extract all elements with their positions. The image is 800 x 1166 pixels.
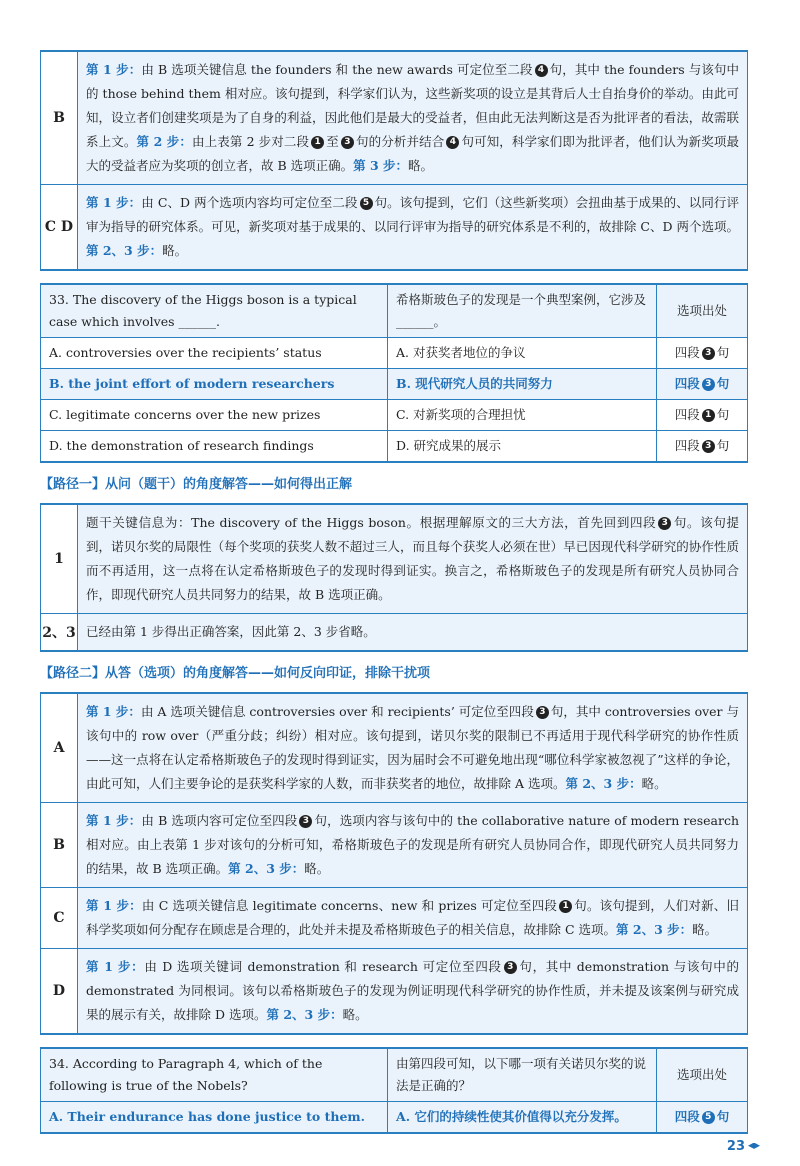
question-en: 34. According to Paragraph 4, which of the following is true of the Nobels? [41, 1048, 388, 1102]
step-label: 第 2、3 步： [565, 776, 642, 791]
circled-number: 3 [299, 815, 312, 828]
row-label: 1 [41, 505, 78, 613]
circled-number: 4 [535, 64, 548, 77]
step-label: 第 2、3 步： [228, 861, 305, 876]
circled-number: 3 [702, 378, 715, 391]
row-text [78, 505, 747, 613]
option-source [657, 400, 748, 431]
analysis-text: 略。 [692, 922, 718, 937]
circled-number: 3 [658, 517, 671, 530]
option-row [41, 431, 748, 463]
step-label: 第 2、3 步： [266, 1007, 343, 1022]
option-row [41, 1102, 748, 1134]
row-text [78, 803, 747, 887]
circled-number: 5 [702, 1111, 715, 1124]
row-label: A [41, 694, 78, 802]
source-paragraph: 四段 [674, 1109, 700, 1124]
row-text [78, 52, 747, 184]
sentence-suffix: 句 [716, 376, 730, 391]
circled-number: 3 [504, 961, 517, 974]
row-text [78, 185, 747, 269]
option-row [41, 400, 748, 431]
circled-number: 1 [311, 136, 324, 149]
step-label: 第 2 步： [136, 134, 192, 149]
circled-number: 4 [446, 136, 459, 149]
question-33-table [40, 283, 748, 463]
step-label: 第 1 步： [86, 959, 145, 974]
analysis-row [41, 948, 747, 1033]
option-en: B. the joint effort of modern researchers [41, 369, 388, 400]
analysis-text: 由 C 选项关键信息 legitimate concerns、new 和 prizes 可定位至四段 [141, 898, 558, 913]
graduation-cap-icon [748, 1143, 760, 1151]
analysis-text: 由 B 选项关键信息 the founders 和 the new awards 可定位至二段 [141, 62, 533, 77]
row-text [78, 614, 747, 650]
analysis-text: 略。 [342, 1007, 368, 1022]
question-34-table [40, 1047, 748, 1134]
option-source [657, 431, 748, 463]
analysis-row [41, 505, 747, 613]
step-label: 第 2、3 步： [86, 243, 163, 258]
circled-number: 3 [341, 136, 354, 149]
page-number: 23 [727, 1139, 760, 1154]
source-paragraph: 四段 [674, 438, 700, 453]
analysis-text: 句可知，科学家们即为批评者，他们认为新奖项最大的受益者应为奖项的创立者，故 B 选项正确。 [86, 134, 739, 173]
step-label: 第 1 步： [86, 704, 141, 719]
option-source [657, 338, 748, 369]
circled-number: 1 [559, 900, 572, 913]
sentence-suffix: 句 [716, 1109, 730, 1124]
row-label: C D [41, 185, 78, 269]
analysis-text: 句。该句提到，诺贝尔奖的局限性（每个奖项的获奖人数不超过三人，而且每个获奖人必须在世）早已因现代科学研究的协作性质而不再适用，这一点将在认定希格斯玻色子的发现时得到证实。换言之，希格斯玻色子的发现是所有研究人员协同合作，即现代研究人员共同努力的结果，故 B 选项正确。 [86, 515, 739, 602]
row-label: C [41, 888, 78, 948]
option-en: C. legitimate concerns over the new prizes [41, 400, 388, 431]
row-text [78, 694, 747, 802]
source-paragraph: 四段 [674, 407, 700, 422]
source-header: 选项出处 [657, 1048, 748, 1102]
option-en: A. Their endurance has done justice to them. [41, 1102, 388, 1134]
step-label: 第 1 步： [86, 62, 142, 77]
sentence-suffix: 句 [716, 438, 730, 453]
analysis-text: 由 D 选项关键词 demonstration 和 research 可定位至四段 [144, 959, 502, 974]
option-zh: A. 它们的持续性使其价值得以充分发挥。 [388, 1102, 657, 1134]
analysis-row [41, 184, 747, 269]
analysis-row [41, 802, 747, 887]
analysis-text: 由 B 选项内容可定位至四段 [141, 813, 298, 828]
source-paragraph: 四段 [674, 345, 700, 360]
circled-number: 3 [702, 347, 715, 360]
table-header-row [41, 1048, 748, 1102]
row-label: D [41, 949, 78, 1033]
path-two-title: 【路径二】从答（选项）的角度解答——如何反向印证，排除干扰项 [40, 666, 431, 681]
option-zh: A. 对获奖者地位的争议 [388, 338, 657, 369]
option-en: D. the demonstration of research findings [41, 431, 388, 463]
source-paragraph: 四段 [674, 376, 700, 391]
question-zh: 希格斯玻色子的发现是一个典型案例，它涉及______。 [388, 284, 657, 338]
analysis-text: 题干关键信息为：The discovery of the Higgs boson。根据理解原文的三大方法，首先回到四段 [86, 515, 657, 530]
question-zh: 由第四段可知，以下哪一项有关诺贝尔奖的说法是正确的？ [388, 1048, 657, 1102]
sentence-suffix: 句 [716, 407, 730, 422]
circled-number: 3 [702, 440, 715, 453]
row-text [78, 949, 747, 1033]
analysis-row [41, 52, 747, 184]
step-label: 第 1 步： [86, 813, 142, 828]
analysis-text: 句，其中 demonstration 与该句中的 demonstrated 为同根词。该句以希格斯玻色子的发现为例证明现代科学研究的协作性质，并未提及该案例与研究成果的展示有关，故排除 D 选项。 [86, 959, 739, 1022]
circled-number: 1 [702, 409, 715, 422]
path-one-box [40, 503, 748, 652]
analysis-text: 句。该句提到，人们对新、旧科学奖项如何分配存在顾虑是合理的，此处并未提及希格斯玻色子的相关信息，故排除 C 选项。 [86, 898, 739, 937]
analysis-text: 句，选项内容与该句中的 the collaborative nature of modern research 相对应。由上表第 1 步对该句的分析可知，希格斯玻色子的发现是所有研究人员协同合作，即现代研究人员共同努力的结果，故 B 选项正确。 [86, 813, 740, 876]
option-zh: B. 现代研究人员的共同努力 [388, 369, 657, 400]
sentence-suffix: 句 [716, 345, 730, 360]
path-two-box [40, 692, 748, 1035]
analysis-text: 句。该句提到，它们（这些新奖项）会扭曲基于成果的、以同行评审为指导的研究体系。可见，新奖项对基于成果的、以同行评审为指导的研究体系是不利的，故排除 C、D 两个选项。 [86, 195, 739, 234]
analysis-text: 句，其中 controversies over 与该句中的 row over（严重分歧；纠纷）相对应。该句提到，诺贝尔奖的限制已不再适用于现代科学研究的协作性质——这一点将在认定希格斯玻色子的发现时得到证实，因为届时会不可避免地出现“哪位科学家被忽视了”这样的争论，由此可知，人们主要争论的是获奖科学家的人数，而非获奖者的地位，故排除 A 选项。 [86, 704, 740, 791]
step-label: 第 1 步： [86, 195, 142, 210]
analysis-text: 至 [326, 134, 339, 149]
table-header-row [41, 284, 748, 338]
row-label: B [41, 803, 78, 887]
analysis-text: 由上表第 2 步对二段 [192, 134, 310, 149]
analysis-text: 句的分析并结合 [355, 134, 445, 149]
analysis-text: 略。 [641, 776, 667, 791]
option-analysis-box-q32 [40, 50, 748, 271]
option-source [657, 369, 748, 400]
analysis-row [41, 613, 747, 650]
step-label: 第 2、3 步： [616, 922, 693, 937]
path-one-title: 【路径一】从问（题干）的角度解答——如何得出正解 [40, 477, 353, 492]
analysis-row [41, 694, 747, 802]
option-source [657, 1102, 748, 1134]
page [40, 50, 748, 1146]
row-label: 2、3 [41, 614, 78, 650]
option-zh: D. 研究成果的展示 [388, 431, 657, 463]
option-zh: C. 对新奖项的合理担忧 [388, 400, 657, 431]
analysis-text: 略。 [162, 243, 188, 258]
option-en: A. controversies over the recipients’ status [41, 338, 388, 369]
question-en: 33. The discovery of the Higgs boson is a typical case which involves ______. [41, 284, 388, 338]
analysis-text: 由 C、D 两个选项内容均可定位至二段 [141, 195, 358, 210]
analysis-text: 已经由第 1 步得出正确答案，因此第 2、3 步省略。 [86, 624, 376, 639]
circled-number: 5 [360, 197, 373, 210]
option-row [41, 338, 748, 369]
source-header: 选项出处 [657, 284, 748, 338]
row-text [78, 888, 747, 948]
circled-number: 3 [536, 706, 549, 719]
step-label: 第 3 步： [353, 158, 409, 173]
analysis-text: 略。 [304, 861, 330, 876]
analysis-text: 由 A 选项关键信息 controversies over 和 recipients’ 可定位至四段 [140, 704, 534, 719]
analysis-text: 略。 [408, 158, 434, 173]
row-label: B [41, 52, 78, 184]
option-row [41, 369, 748, 400]
analysis-text: 句，其中 the founders 与该句中的 those behind them 相对应。该句提到，科学家们认为，这些新奖项的设立是其背后人士自抬身价的举动。由此可知，设立者们创建奖项是为了自身的利益，因此他们是最大的受益者，但由此无法判断这是否为批评者的看法，故需联系上文。 [86, 62, 740, 149]
analysis-row [41, 887, 747, 948]
step-label: 第 1 步： [86, 898, 142, 913]
